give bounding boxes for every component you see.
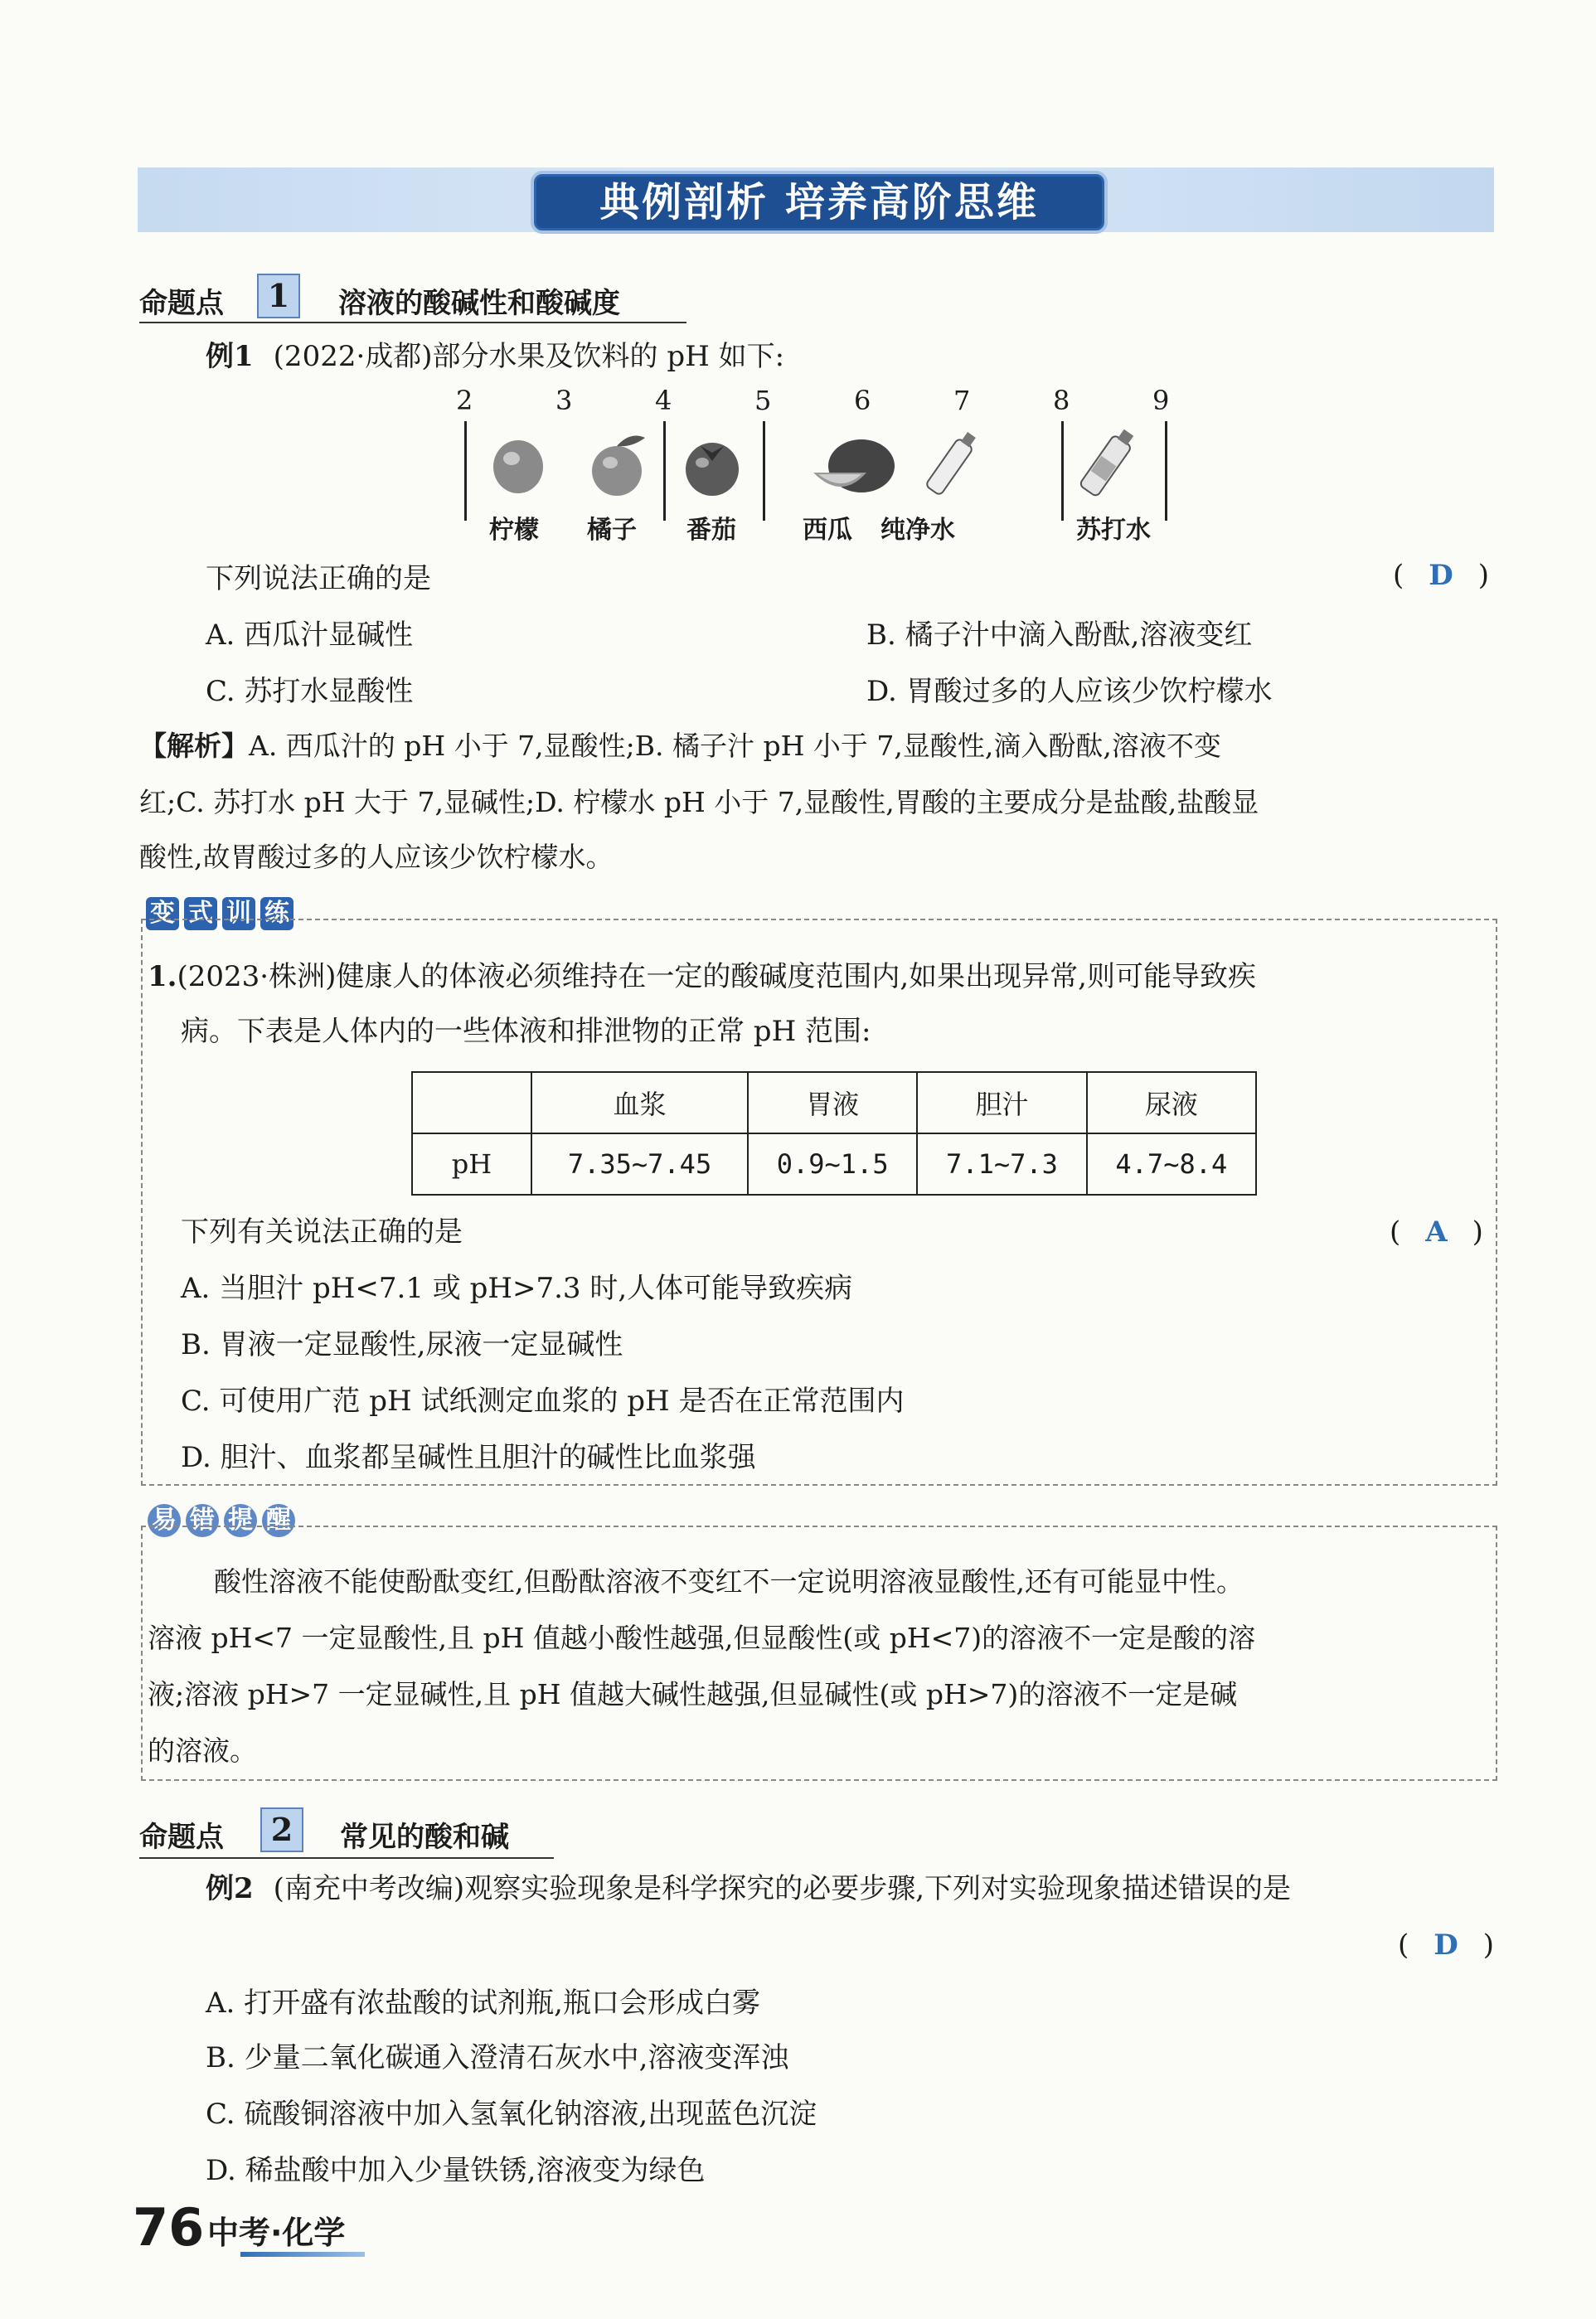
example-2-answer: ( D ) <box>1398 1928 1495 1962</box>
practice-1-option-d: D. 胆汁、血浆都呈碱性且胆汁的碱性比血浆强 <box>181 1441 756 1474</box>
practice-1-option-b: B. 胃液一定显酸性,尿液一定显碱性 <box>181 1328 623 1361</box>
ph-tick: 5 <box>754 385 772 416</box>
section-number: 1 <box>257 274 300 318</box>
table-header-cell: 尿液 <box>1087 1072 1256 1133</box>
example-1-option-a: A. 西瓜汁显碱性 <box>206 619 414 652</box>
practice-tag: 变 式 训 练 <box>146 897 298 930</box>
section-2-underline <box>139 1857 554 1859</box>
lemon-icon <box>485 430 551 497</box>
example-label: 例1 <box>206 340 254 373</box>
example-stem-text: (南充中考改编)观察实验现象是科学探究的必要步骤,下列对实验现象描述错误的是 <box>273 1872 1292 1905</box>
section-1-underline <box>139 322 686 323</box>
table-cell: 7.35~7.45 <box>531 1133 748 1195</box>
practice-1-option-c: C. 可使用广范 pH 试纸测定血浆的 pH 是否在正常范围内 <box>181 1385 905 1418</box>
example-1-stem <box>206 338 784 375</box>
table-row <box>412 1133 1256 1195</box>
practice-1-stem-line-2: 病。下表是人体内的一些体液和排泄物的正常 pH 范围: <box>181 1015 871 1048</box>
fruit-label: 柠檬 <box>489 516 539 545</box>
footer-title: 中考·化学 <box>207 2215 346 2251</box>
ph-bar <box>763 421 765 521</box>
example-1-question: 下列说法正确的是 <box>206 562 431 595</box>
ph-tick: 6 <box>854 385 871 416</box>
fruit-label: 纯净水 <box>880 516 955 545</box>
ph-tick: 2 <box>456 385 473 416</box>
example-2-option-a: A. 打开盛有浓盐酸的试剂瓶,瓶口会形成白雾 <box>206 1987 760 2020</box>
table-header-cell: 血浆 <box>531 1072 748 1133</box>
reminder-line-4: 的溶液。 <box>148 1734 257 1767</box>
ph-bar <box>464 421 467 521</box>
reminder-line-1: 酸性溶液不能使酚酞变红,但酚酞溶液不变红不一定说明溶液显酸性,还有可能显中性。 <box>214 1565 1244 1598</box>
example-stem-text: (2022·成都)部分水果及饮料的 pH 如下: <box>273 340 785 373</box>
section-2-heading <box>139 1807 554 1852</box>
section-number: 2 <box>260 1807 303 1852</box>
analysis-tag: 【解析】 <box>139 730 249 762</box>
table-cell: 4.7~8.4 <box>1087 1133 1256 1195</box>
reminder-line-2: 溶液 pH<7 一定显酸性,且 pH 值越小酸性越强,但显酸性(或 pH<7)的溶液不一定是酸的溶 <box>148 1622 1256 1654</box>
section-label: 命题点 <box>139 287 224 320</box>
fruit-label: 番茄 <box>686 516 736 545</box>
fruit-label: 橘子 <box>587 516 637 545</box>
section-label: 命题点 <box>139 1821 224 1854</box>
fruit-label: 苏打水 <box>1076 516 1151 545</box>
example-1-answer: ( D ) <box>1393 559 1490 592</box>
section-1-heading <box>139 274 686 318</box>
footer-underline <box>240 2252 365 2257</box>
practice-1-question: 下列有关说法正确的是 <box>181 1215 463 1249</box>
fruit-label: 西瓜 <box>803 516 852 545</box>
ph-tick: 4 <box>655 385 672 416</box>
example-1-option-b: B. 橘子汁中滴入酚酞,溶液变红 <box>866 619 1253 652</box>
soda-water-bottle-icon <box>1070 421 1144 512</box>
watermelon-icon <box>808 434 900 501</box>
example-2-option-b: B. 少量二氧化碳通入澄清石灰水中,溶液变浑浊 <box>206 2041 789 2074</box>
reminder-line-3: 液;溶液 pH>7 一定显碱性,且 pH 值越大碱性越强,但显碱性(或 pH>7)的溶液不一定是碱 <box>148 1678 1238 1710</box>
section-title: 溶液的酸碱性和酸碱度 <box>338 287 620 320</box>
example-2-option-d: D. 稀盐酸中加入少量铁锈,溶液变为绿色 <box>206 2154 706 2187</box>
table-header-cell: 胃液 <box>748 1072 917 1133</box>
example-1-analysis-line-3: 酸性,故胃酸过多的人应该少饮柠檬水。 <box>139 841 614 873</box>
table-header-row <box>412 1072 1256 1133</box>
table-header-cell: 胆汁 <box>917 1072 1086 1133</box>
answer-letter: A <box>1425 1215 1448 1249</box>
table-cell: pH <box>412 1133 531 1195</box>
ph-tick: 7 <box>953 385 971 416</box>
example-1-option-c: C. 苏打水显酸性 <box>206 675 414 708</box>
question-number: 1. <box>148 960 177 993</box>
answer-letter: D <box>1429 559 1453 592</box>
table-cell: 0.9~1.5 <box>748 1133 917 1195</box>
water-bottle-icon <box>920 421 978 512</box>
section-title: 常见的酸和碱 <box>340 1821 509 1854</box>
practice-1-answer: ( A ) <box>1390 1215 1483 1249</box>
reminder-tag: 易 错 提 醒 <box>148 1504 300 1537</box>
ph-bar <box>1165 421 1167 521</box>
table-header-cell <box>412 1072 531 1133</box>
ph-figure <box>448 385 1194 551</box>
example-2-stem <box>206 1870 1291 1907</box>
example-2-option-c: C. 硫酸铜溶液中加入氢氧化钠溶液,出现蓝色沉淀 <box>206 2098 817 2131</box>
example-1-analysis-line-1: 【解析】A. 西瓜汁的 pH 小于 7,显酸性;B. 橘子汁 pH 小于 7,显酸性,滴入酚酞,溶液不变 <box>139 730 1221 762</box>
tomato-icon <box>676 428 750 502</box>
practice-1-option-a: A. 当胆汁 pH<7.1 或 pH>7.3 时,人体可能导致疾病 <box>181 1272 853 1305</box>
ph-tick: 8 <box>1053 385 1070 416</box>
example-label: 例2 <box>206 1872 254 1905</box>
ph-bar <box>663 421 666 521</box>
page-number: 76 <box>133 2197 205 2258</box>
practice-1-stem-line-1: 1.(2023·株洲)健康人的体液必须维持在一定的酸碱度范围内,如果出现异常,则可能导致疾 <box>148 960 1256 993</box>
ph-tick: 9 <box>1152 385 1170 416</box>
ph-range-table <box>411 1071 1257 1196</box>
example-1-analysis-line-2: 红;C. 苏打水 pH 大于 7,显碱性;D. 柠檬水 pH 小于 7,显酸性,胃酸的主要成分是盐酸,盐酸显 <box>139 786 1259 818</box>
answer-letter: D <box>1433 1928 1458 1962</box>
banner-title: 典例剖析 培养高阶思维 <box>531 171 1108 234</box>
ph-tick: 3 <box>555 385 573 416</box>
orange-icon <box>580 426 655 501</box>
table-cell: 7.1~7.3 <box>917 1133 1086 1195</box>
example-1-option-d: D. 胃酸过多的人应该少饮柠檬水 <box>866 675 1273 708</box>
ph-bar <box>1061 421 1064 521</box>
